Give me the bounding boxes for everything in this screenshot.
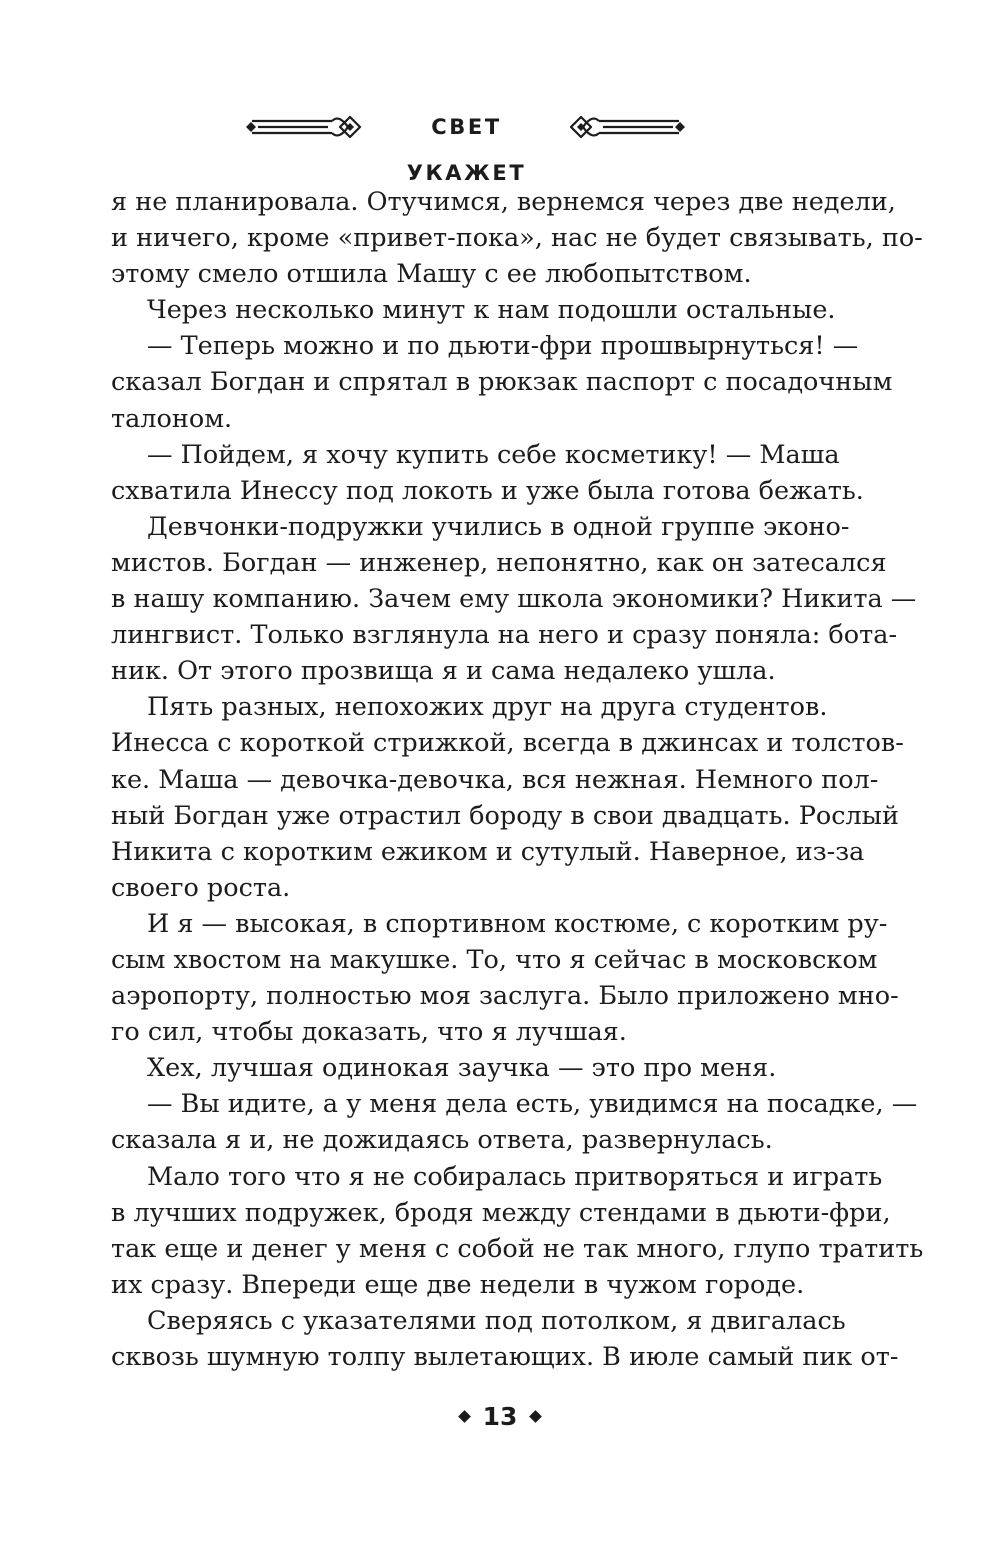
text-line: Инесса с короткой стрижкой, всегда в джинсах и толстов- (111, 728, 904, 759)
text-line: я не планировала. Отучимся, вернемся через две недели, (111, 187, 896, 217)
ornament-right-icon (565, 104, 687, 150)
text-line: Хех, лучшая одинокая заучка — это про меня. (147, 1053, 777, 1084)
text-line: и ничего, кроме «привет-пока», нас не будет связывать, по- (111, 223, 923, 254)
text-line: аэропорту, полностью моя заслуга. Было приложено мно- (111, 981, 899, 1012)
text-line: мистов. Богдан — инженер, непонятно, как он затесался (111, 547, 887, 578)
text-line: в лучших подружек, бродя между стендами в дьюти-фри, (111, 1197, 891, 1228)
text-line: сквозь шумную толпу вылетающих. В июле самый пик от- (111, 1342, 899, 1372)
text-line: лингвист. Только взглянула на него и сразу поняла: бота- (111, 620, 898, 651)
text-line: ный Богдан уже отрастил бороду в свои двадцать. Рослый (111, 800, 899, 831)
text-line: их сразу. Впереди еще две недели в чужом городе. (111, 1269, 805, 1300)
text-line: Мало того что я не собиралась притворяться и играть (147, 1161, 883, 1192)
page-body-text (111, 184, 924, 1375)
running-header (0, 104, 1000, 185)
text-line: в нашу компанию. Зачем ему школа экономики? Никита — (111, 584, 917, 615)
text-line: Пять разных, непохожих друг на друга студентов. (147, 692, 828, 723)
text-line: го сил, чтобы доказать, что я лучшая. (111, 1017, 627, 1048)
text-line: Девчонки-подружки учились в одной группе эконо- (147, 511, 850, 542)
text-line: сказал Богдан и спрятал в рюкзак паспорт с посадочным (111, 367, 893, 398)
text-line: — Пойдем, я хочу купить себе косметику! — Маша (147, 439, 840, 470)
text-line: Никита с коротким ежиком и сутулый. Наверное, из-за (111, 836, 865, 867)
text-line: так еще и денег у меня с собой не так много, глупо тратить (111, 1233, 924, 1264)
ornament-left-icon (244, 104, 366, 150)
text-line: сказала я и, не дожидаясь ответа, развернулась. (111, 1125, 773, 1156)
text-line: И я — высокая, в спортивном костюме, с коротким ру- (147, 908, 888, 939)
diamond-left-icon (458, 1410, 471, 1423)
text-line: ник. От этого прозвища я и сама недалеко ушла. (111, 656, 776, 687)
text-line: своего роста. (111, 872, 291, 903)
text-line: схватила Инессу под локоть и уже была готова бежать. (111, 475, 864, 506)
diamond-right-icon (530, 1410, 543, 1423)
page-footer (0, 1397, 1000, 1437)
text-line: талоном. (111, 403, 233, 434)
text-line: — Вы идите, а у меня дела есть, увидимся на посадке, — (147, 1089, 918, 1120)
text-line: — Теперь можно и по дьюти-фри прошвырнуться! — (147, 331, 859, 362)
text-line: Через несколько минут к нам подошли остальные. (147, 295, 836, 326)
text-line: ке. Маша — девочка-девочка, вся нежная. Немного пол- (111, 764, 879, 795)
text-line: Сверяясь с указателями под потолком, я двигалась (147, 1305, 846, 1336)
page-number: 13 (482, 1402, 518, 1431)
book-title: СВЕТ УКАЖЕТ (406, 115, 527, 185)
text-line: этому смело отшила Машу с ее любопытством. (111, 259, 752, 290)
text-line: сым хвостом на макушке. То, что я сейчас в московском (111, 944, 878, 975)
